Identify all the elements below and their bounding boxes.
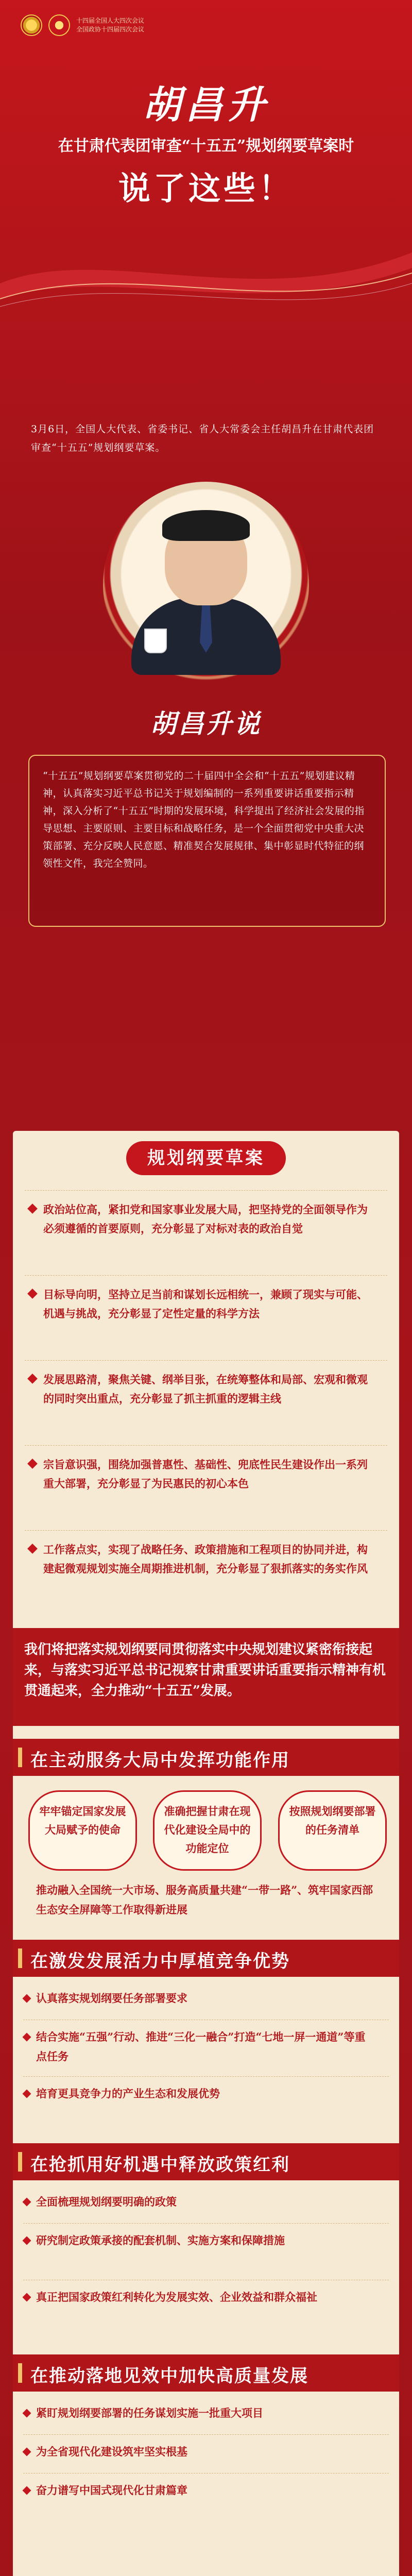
- session-header: [21, 14, 144, 36]
- diamond-bullet-icon: [27, 1289, 38, 1299]
- summary-band: 我们将把落实规划纲要同贯彻落实中央规划建议紧密衔接起来，与落实习近平总书记视察甘肃重要讲话重要指示精神有机贯通起来，全力推动“十五五”发展。: [13, 1628, 399, 1726]
- list-item: 全面梳理规划纲要明确的政策: [36, 2195, 177, 2208]
- cppcc-emblem-icon: [48, 14, 70, 36]
- section-heading: 在主动服务大局中发挥功能作用: [13, 1739, 399, 1776]
- list-item: 为全省现代化建设筑牢坚实根基: [36, 2445, 187, 2458]
- list-item: 紧盯规划纲要部署的任务谋划实施一批重大项目: [36, 2406, 263, 2419]
- speaker-title: 胡昌升说: [150, 708, 262, 739]
- speaker-photo: [103, 482, 309, 688]
- section-heading: 在激发发展活力中厚植竞争优势: [13, 1940, 399, 1977]
- list-item: 工作落点实，实现了战略任务、政策措施和工程项目的协同并进，构建起微观规划实施全周期推进机制，充分彰显了狠抓落实的务实作风: [25, 1530, 387, 1613]
- list-item: 研究制定政策承接的配套机制、实施方案和保障措施: [36, 2234, 285, 2247]
- session-npc: 十四届全国人大四次会议: [76, 17, 145, 24]
- section-heading: 在推动落地见效中加快高质量发展: [13, 2354, 399, 2392]
- list-item: 认真落实规划纲要任务部署要求: [36, 1992, 187, 2005]
- list-item: 政治站位高，紧扣党和国家事业发展大局，把坚持党的全面领导作为必须遵循的首要原则，充分彰显了对标对表的政治自觉: [25, 1190, 387, 1265]
- pill-card: 准确把握甘肃在现代化建设全局中的功能定位: [153, 1790, 262, 1871]
- pill-card: 按照规划纲要部署的任务清单: [278, 1790, 387, 1871]
- diamond-bullet-icon: [27, 1204, 38, 1214]
- quote-box: [28, 755, 386, 927]
- section-heading: 在抢抓用好机遇中释放政策红利: [13, 2143, 399, 2180]
- section-paragraph: 推动融入全国统一大市场、服务高质量共建“一带一路”、筑牢国家西部生态安全屏障等工作取得新进展: [36, 1884, 373, 1916]
- decorative-swoosh: [0, 222, 412, 325]
- hero-said: 说了这些！: [118, 170, 294, 207]
- session-cppcc: 全国政协十四届四次会议: [76, 26, 145, 33]
- list-item: 奋力谱写中国式现代化甘肃篇章: [36, 2484, 187, 2497]
- list-item: 培育更具竞争力的产业生态和发展优势: [36, 2087, 220, 2100]
- diamond-bullet-icon: [27, 1544, 38, 1554]
- list-item: 发展思路清，聚焦关键、纲举目张，在统筹整体和局部、宏观和微观的同时突出重点，充分彰显了抓主抓重的逻辑主线: [25, 1360, 387, 1435]
- list-item: 真正把国家政策红利转化为发展实效、企业效益和群众福祉: [36, 2291, 317, 2303]
- panel-title: 规划纲要草案: [126, 1141, 286, 1175]
- diamond-bullet-icon: [27, 1459, 38, 1469]
- list-item: 宗旨意识强，围绕加强普惠性、基础性、兜底性民生建设作出一系列重大部署，充分彰显了为民惠民的初心本色: [25, 1445, 387, 1520]
- national-emblem-icon: [21, 14, 42, 36]
- list-item: 结合实施“五强”行动、推进“三化一融合”打造“七地一屏一通道”等重点任务: [36, 2030, 366, 2063]
- pill-card: 牢牢锚定国家发展大局赋予的使命: [28, 1790, 137, 1871]
- diamond-bullet-icon: [27, 1374, 38, 1384]
- hero-name: 胡昌升: [143, 83, 269, 127]
- intro-paragraph: 3月6日，全国人大代表、省委书记、省人大常委会主任胡昌升在甘肃代表团审查“十五五”规划纲要草案。: [31, 423, 374, 453]
- list-item: 目标导向明，坚持立足当前和谋划长远相统一，兼顾了现实与可能、机遇与挑战，充分彰显了定性定量的科学方法: [25, 1275, 387, 1350]
- teacup-icon: [144, 629, 167, 653]
- hero-subtitle: 在甘肃代表团审查“十五五”规划纲要草案时: [58, 137, 354, 155]
- quote-text: “十五五”规划纲要草案贯彻党的二十届四中全会和“十五五”规划建议精神，认真落实习近平总书记关于规划编制的一系列重要讲话重要指示精神，深入分析了“十五五”时期的发展环境，科学提出了经济社会发展的指导思想、主要原则、主要目标和战略任务，是一个全面贯彻党中央重大决策部署、充分反映人民意愿、精准契合发展规律、集中彰显时代特征的纲领性文件，我完全赞同。: [43, 770, 365, 869]
